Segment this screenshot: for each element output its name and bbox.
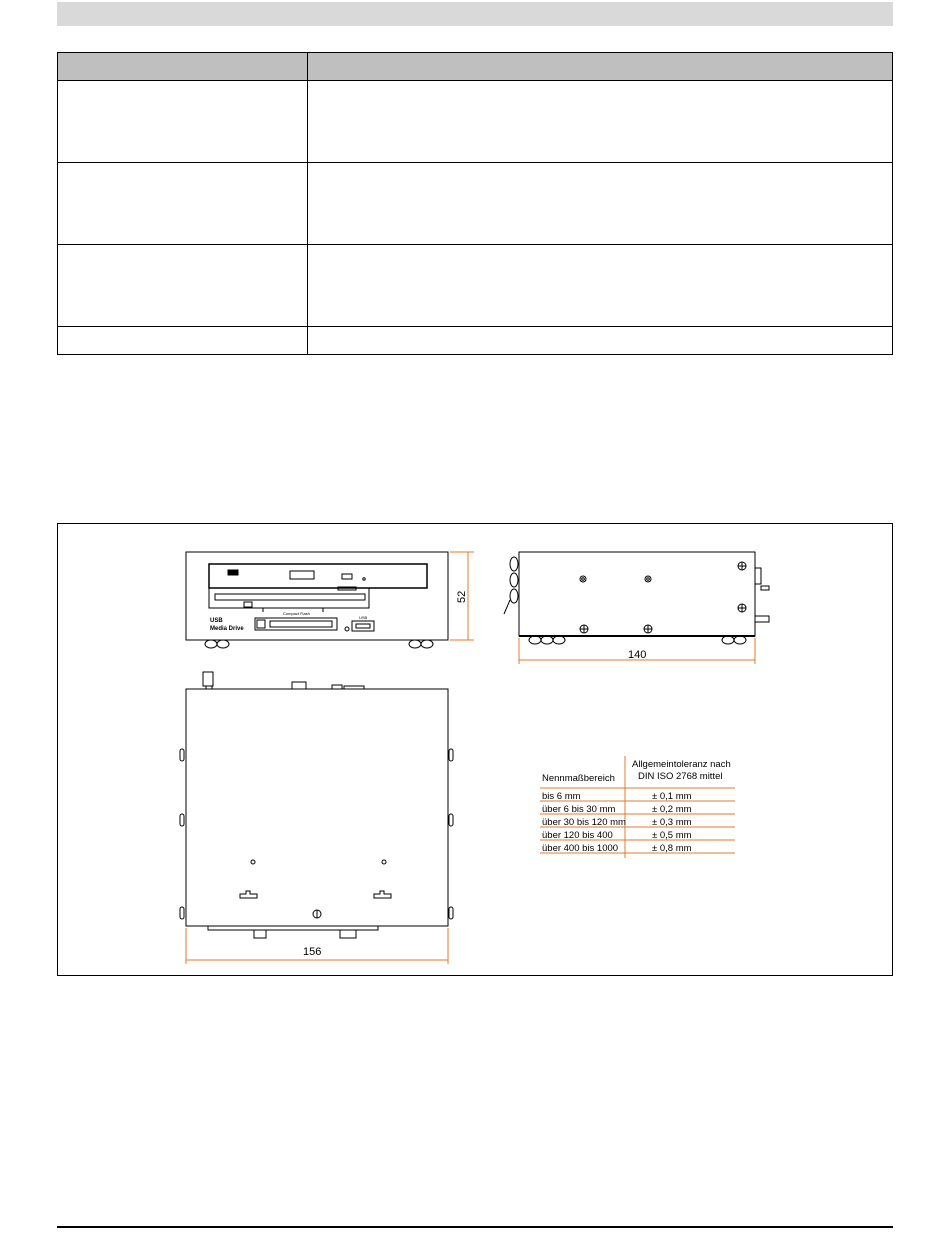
side-view [504,552,769,644]
tolerance-table [540,756,735,858]
table-row [58,81,893,163]
section-title-bar [57,2,893,26]
table-cell [308,245,893,327]
tolerance-range: über 30 bis 120 mm [542,817,626,828]
table-row [58,163,893,245]
tolerance-value: ± 0,5 mm [652,830,692,841]
tolerance-range: über 6 bis 30 mm [542,804,616,815]
dimension-drawing-frame [57,523,893,976]
table-cell [308,163,893,245]
tolerance-value: ± 0,2 mm [652,804,692,815]
dimension-drawing [58,524,892,975]
dimension-height: 52 [456,590,468,603]
label-media-drive: Media Drive [210,626,244,632]
tolerance-value: ± 0,8 mm [652,843,692,854]
table-cell [58,81,308,163]
tolerance-header-right-line1: Allgemeintoleranz nach [632,759,731,770]
table-cell [308,327,893,355]
spec-header-feature [58,53,308,81]
tolerance-range: über 400 bis 1000 [542,843,619,854]
table-row [58,245,893,327]
label-usb-port: USB [359,615,368,620]
tolerance-header-right-line2: DIN ISO 2768 mittel [638,771,723,782]
dimension-width: 156 [303,946,322,958]
table-cell [308,81,893,163]
tolerance-header-left: Nennmaßbereich [542,773,615,784]
spec-table [57,52,893,355]
tolerance-value: ± 0,1 mm [652,791,692,802]
top-view [180,672,453,938]
spec-header-value [308,53,893,81]
tolerance-range: über 120 bis 400 [542,830,613,841]
label-usb: USB [210,618,223,624]
tolerance-range: bis 6 mm [542,791,581,802]
table-cell [58,163,308,245]
label-compact-flash: Compact Flash [283,611,310,616]
dimension-depth: 140 [628,649,647,661]
footer-rule [57,1226,893,1228]
front-view [186,552,448,648]
table-cell [58,327,308,355]
spec-table-header [58,53,893,81]
table-row [58,327,893,355]
table-cell [58,245,308,327]
tolerance-value: ± 0,3 mm [652,817,692,828]
